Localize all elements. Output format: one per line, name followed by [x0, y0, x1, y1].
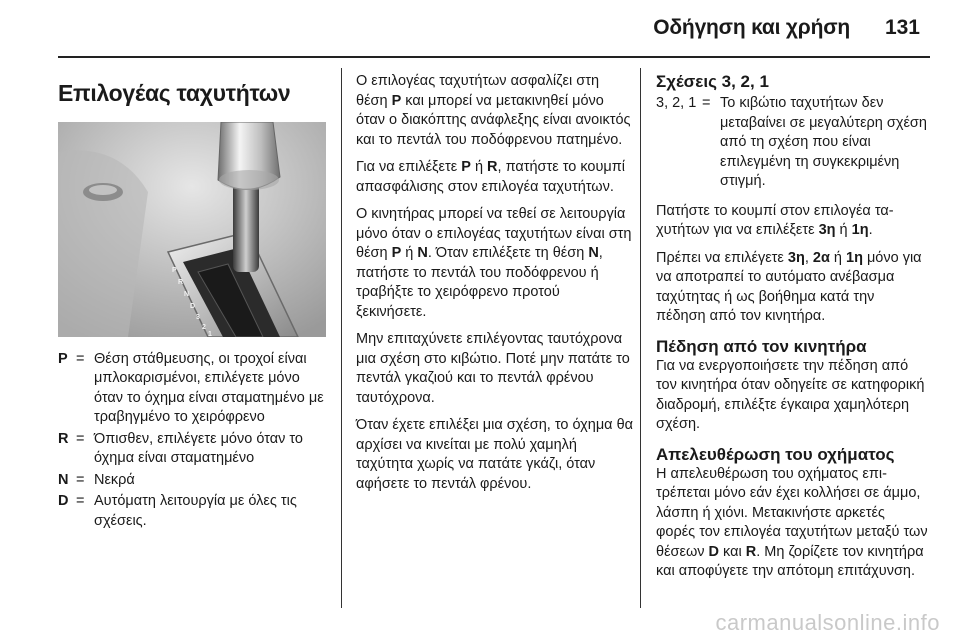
watermark: carmanualsonline.info: [715, 610, 940, 635]
page-header: [0, 0, 960, 50]
column-divider: [341, 68, 342, 608]
definition-row: [656, 94, 928, 192]
definition-row: [58, 350, 326, 428]
paragraph: Πρέπει να επιλέγετε 3η, 2α ή 1η μόνο για να αποτραπεί το αυτόματο ανέβασμα ταχύτητας ή ως βοήθημα κατά την πέδηση από τον κινητήρα.: [656, 249, 922, 324]
paragraph: Πατήστε το κουμπί στον επιλογέα ταχυτήτων για να επιλέξετε 3η ή 1η.: [656, 202, 894, 238]
section-title-vehicle-release: Απελευθέρωση του οχήματος: [656, 444, 895, 464]
definition-key: P: [58, 350, 68, 367]
definition-key: 3, 2, 1: [656, 95, 697, 111]
definition-row: [58, 471, 326, 491]
definition-text: Όπισθεν, επιλέγετε μόνο όταν το όχημα είναι σταματημένο: [94, 430, 303, 466]
header-title: Οδήγηση και χρήση: [653, 16, 850, 39]
definition-equals: =: [76, 493, 85, 509]
column-2: [356, 72, 634, 502]
gear-label-p: P: [172, 267, 177, 274]
gear-definitions: [58, 350, 326, 532]
paragraph: Ο κινητήρας μπορεί να τεθεί σε λειτουργία μόνο όταν ο επιλογέας ταχυτήτων είναι στη θέση P ή N. Όταν επιλέξετε τη θέση N, πατήστε το πεντάλ του ποδόφρενου ή τραβήξτε το χειρόφρενο προτού ξεκινήσετε.: [356, 206, 632, 320]
section-title-selector: Επιλογέας ταχυτήτων: [58, 80, 291, 106]
header-rule: [58, 56, 930, 58]
definition-equals: =: [76, 430, 85, 447]
gear-label-1: 1: [208, 331, 212, 337]
paragraph: Μην επιταχύνετε επιλέγοντας ταυτόχρονα μια σχέση στο κιβώτιο. Ποτέ μην πατάτε το πεντάλ γκαζιού και το πεντάλ φρένου ταυτόχρονα.: [356, 331, 630, 406]
gear-label-3: 3: [196, 314, 200, 321]
paragraph: Όταν έχετε επιλέξει μια σχέση, το όχημα θα αρχίσει να κινείται με πολύ χαμηλή ταχύτητα χωρίς να πατάτε γκάζι, όταν αφήσετε το πεντάλ φρένου.: [356, 417, 634, 492]
definition-text: Το κιβώτιο ταχυτήτων δεν μεταβαίνει σε μεγαλύτερη σχέση από τη σχέση που είναι επιλεγμένη τη συγκεκριμένη στιγμή.: [720, 95, 927, 189]
gear-label-n: N: [184, 291, 190, 298]
paragraph: Η απελευθέρωση του οχήματος επιτρέπεται μόνο εάν έχει κολλήσει σε άμμο, λάσπη ή χιόνι. Μετακινήστε αρκετές φορές τον επιλογέα ταχυτήτων μεταξύ των θέσεων D και R. Μη ζορίζετε τον κινητήρα και αποφύγετε την απότομη επιτάχυνση.: [656, 465, 928, 579]
gear-label-r: R: [178, 279, 184, 286]
gear-label-2: 2: [202, 324, 206, 331]
paragraph: Για να ενεργοποιήσετε την πέδηση από τον κινητήρα όταν οδηγείτε σε κατηφορική διαδρομή, επιλέξτε έγκαιρα χαμηλότερη σχέση.: [656, 357, 925, 432]
definition-equals: =: [76, 350, 85, 367]
definition-equals: =: [76, 471, 85, 488]
page-number: 131: [884, 16, 920, 39]
section-title-gears-321: Σχέσεις 3, 2, 1: [656, 72, 769, 91]
definition-row: [58, 430, 326, 469]
definition-key: R: [58, 430, 69, 447]
definition-equals: =: [702, 95, 711, 111]
definition-row: [58, 492, 326, 531]
definition-key: D: [58, 493, 69, 509]
section-title-engine-braking: Πέδηση από τον κινητήρα: [656, 336, 867, 356]
gear-label-d: D: [190, 303, 196, 310]
column-divider: [640, 68, 641, 608]
definition-key: N: [58, 471, 69, 488]
paragraph: Ο επιλογέας ταχυτήτων ασφαλίζει στη θέση P και μπορεί να μετακινηθεί μόνο όταν ο διακόπτης ανάφλεξης είναι ανοικτός και το πεντάλ του ποδόφρενου πατημένο.: [356, 73, 631, 148]
definition-text: Αυτόματη λειτουργία με όλες τις σχέσεις.: [94, 493, 297, 529]
definition-text: Θέση στάθμευσης, οι τροχοί είναι μπλοκαρισμένοι, επιλέγετε μόνο όταν το όχημα είναι σταματημένο με τραβηγμένο το χειρόφρενο: [94, 350, 324, 425]
column-3: [656, 72, 928, 590]
definition-text: Νεκρά: [94, 471, 135, 488]
gear-selector-photo: [58, 122, 326, 337]
paragraph: Για να επιλέξετε P ή R, πατήστε το κουμπί απασφάλισης στον επιλογέα ταχυτήτων.: [356, 159, 625, 195]
column-1: [58, 72, 326, 533]
